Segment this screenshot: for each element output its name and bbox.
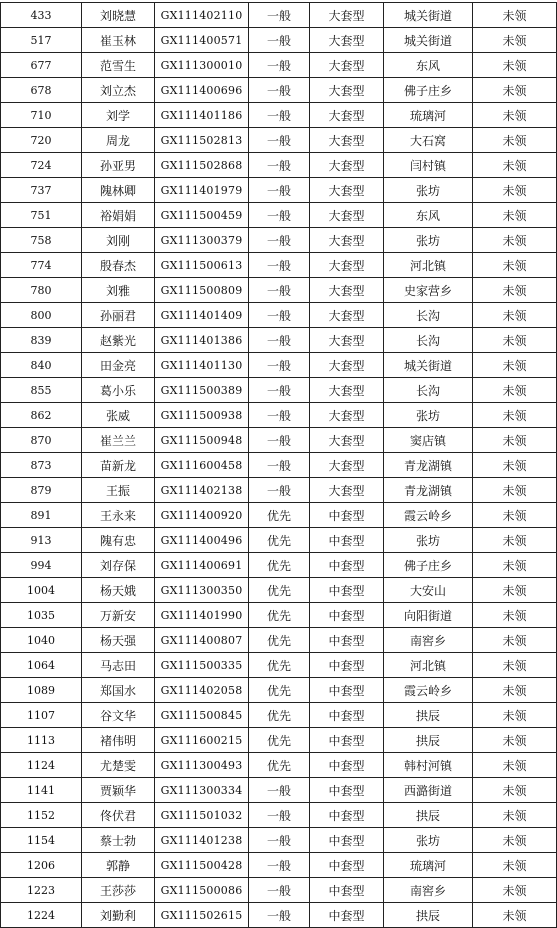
table-row	[1, 328, 557, 353]
status-cell: 未领	[473, 103, 557, 128]
serial-number-cell: 1089	[1, 678, 82, 703]
unit-type-cell: 大套型	[310, 78, 384, 103]
unit-type-cell: 中套型	[310, 878, 384, 903]
serial-number-cell: 1040	[1, 628, 82, 653]
table-row	[1, 728, 557, 753]
status-cell: 未领	[473, 703, 557, 728]
category-cell: 优先	[249, 728, 310, 753]
unit-type-cell: 大套型	[310, 478, 384, 503]
unit-type-cell: 大套型	[310, 53, 384, 78]
category-cell: 优先	[249, 703, 310, 728]
serial-number-cell: 1004	[1, 578, 82, 603]
name-cell: 隗有忠	[82, 528, 155, 553]
table-row	[1, 278, 557, 303]
table-row	[1, 28, 557, 53]
code-cell: GX111400920	[155, 503, 249, 528]
serial-number-cell: 737	[1, 178, 82, 203]
category-cell: 优先	[249, 628, 310, 653]
unit-type-cell: 中套型	[310, 578, 384, 603]
code-cell: GX111400571	[155, 28, 249, 53]
table-row	[1, 453, 557, 478]
unit-type-cell: 大套型	[310, 328, 384, 353]
code-cell: GX111402138	[155, 478, 249, 503]
region-cell: 张坊	[384, 178, 473, 203]
serial-number-cell: 1113	[1, 728, 82, 753]
name-cell: 田金亮	[82, 353, 155, 378]
unit-type-cell: 大套型	[310, 403, 384, 428]
unit-type-cell: 大套型	[310, 353, 384, 378]
status-cell: 未领	[473, 553, 557, 578]
name-cell: 郑国水	[82, 678, 155, 703]
serial-number-cell: 1035	[1, 603, 82, 628]
status-cell: 未领	[473, 878, 557, 903]
table-row	[1, 553, 557, 578]
code-cell: GX111300493	[155, 753, 249, 778]
unit-type-cell: 大套型	[310, 153, 384, 178]
status-cell: 未领	[473, 128, 557, 153]
name-cell: 刘刚	[82, 228, 155, 253]
status-cell: 未领	[473, 153, 557, 178]
status-cell: 未领	[473, 78, 557, 103]
category-cell: 一般	[249, 228, 310, 253]
status-cell: 未领	[473, 828, 557, 853]
status-cell: 未领	[473, 803, 557, 828]
code-cell: GX111600215	[155, 728, 249, 753]
code-cell: GX111502813	[155, 128, 249, 153]
table-row	[1, 153, 557, 178]
code-cell: GX111401130	[155, 353, 249, 378]
name-cell: 葛小乐	[82, 378, 155, 403]
unit-type-cell: 中套型	[310, 778, 384, 803]
serial-number-cell: 840	[1, 353, 82, 378]
serial-number-cell: 1107	[1, 703, 82, 728]
table-row	[1, 878, 557, 903]
name-cell: 张威	[82, 403, 155, 428]
serial-number-cell: 1224	[1, 903, 82, 928]
unit-type-cell: 大套型	[310, 278, 384, 303]
serial-number-cell: 1154	[1, 828, 82, 853]
status-cell: 未领	[473, 328, 557, 353]
unit-type-cell: 大套型	[310, 453, 384, 478]
unit-type-cell: 中套型	[310, 603, 384, 628]
unit-type-cell: 中套型	[310, 678, 384, 703]
name-cell: 刘学	[82, 103, 155, 128]
table-row	[1, 828, 557, 853]
table-row	[1, 103, 557, 128]
code-cell: GX111300379	[155, 228, 249, 253]
name-cell: 赵紫光	[82, 328, 155, 353]
region-cell: 史家营乡	[384, 278, 473, 303]
serial-number-cell: 433	[1, 3, 82, 28]
status-cell: 未领	[473, 728, 557, 753]
unit-type-cell: 中套型	[310, 903, 384, 928]
unit-type-cell: 中套型	[310, 728, 384, 753]
status-cell: 未领	[473, 203, 557, 228]
status-cell: 未领	[473, 28, 557, 53]
name-cell: 裕娟娟	[82, 203, 155, 228]
table-row	[1, 178, 557, 203]
table-row	[1, 353, 557, 378]
code-cell: GX111500845	[155, 703, 249, 728]
region-cell: 韩村河镇	[384, 753, 473, 778]
unit-type-cell: 大套型	[310, 253, 384, 278]
name-cell: 周龙	[82, 128, 155, 153]
region-cell: 东风	[384, 203, 473, 228]
table-row	[1, 3, 557, 28]
status-cell: 未领	[473, 853, 557, 878]
serial-number-cell: 517	[1, 28, 82, 53]
code-cell: GX111400496	[155, 528, 249, 553]
name-cell: 尤楚雯	[82, 753, 155, 778]
category-cell: 一般	[249, 53, 310, 78]
status-cell: 未领	[473, 178, 557, 203]
category-cell: 一般	[249, 853, 310, 878]
code-cell: GX111501032	[155, 803, 249, 828]
region-cell: 向阳街道	[384, 603, 473, 628]
name-cell: 贾颖华	[82, 778, 155, 803]
name-cell: 范雪生	[82, 53, 155, 78]
status-cell: 未领	[473, 278, 557, 303]
serial-number-cell: 724	[1, 153, 82, 178]
serial-number-cell: 751	[1, 203, 82, 228]
unit-type-cell: 中套型	[310, 853, 384, 878]
name-cell: 万新安	[82, 603, 155, 628]
code-cell: GX111401238	[155, 828, 249, 853]
category-cell: 一般	[249, 378, 310, 403]
name-cell: 王振	[82, 478, 155, 503]
table-row	[1, 903, 557, 928]
category-cell: 一般	[249, 3, 310, 28]
table-row	[1, 378, 557, 403]
name-cell: 隗林卿	[82, 178, 155, 203]
name-cell: 刘雅	[82, 278, 155, 303]
region-cell: 城关街道	[384, 3, 473, 28]
serial-number-cell: 1206	[1, 853, 82, 878]
unit-type-cell: 中套型	[310, 503, 384, 528]
code-cell: GX111502868	[155, 153, 249, 178]
table-row	[1, 778, 557, 803]
code-cell: GX111401979	[155, 178, 249, 203]
unit-type-cell: 中套型	[310, 803, 384, 828]
region-cell: 长沟	[384, 378, 473, 403]
serial-number-cell: 710	[1, 103, 82, 128]
region-cell: 东风	[384, 53, 473, 78]
region-cell: 窦店镇	[384, 428, 473, 453]
region-cell: 拱辰	[384, 728, 473, 753]
category-cell: 优先	[249, 653, 310, 678]
table-row	[1, 203, 557, 228]
status-cell: 未领	[473, 3, 557, 28]
category-cell: 一般	[249, 778, 310, 803]
unit-type-cell: 中套型	[310, 553, 384, 578]
status-cell: 未领	[473, 578, 557, 603]
table-row	[1, 128, 557, 153]
code-cell: GX111500948	[155, 428, 249, 453]
code-cell: GX111500335	[155, 653, 249, 678]
table-row	[1, 703, 557, 728]
table-row	[1, 578, 557, 603]
unit-type-cell: 大套型	[310, 178, 384, 203]
serial-number-cell: 862	[1, 403, 82, 428]
status-cell: 未领	[473, 303, 557, 328]
code-cell: GX111600458	[155, 453, 249, 478]
serial-number-cell: 758	[1, 228, 82, 253]
category-cell: 一般	[249, 828, 310, 853]
applicant-table	[0, 2, 557, 928]
unit-type-cell: 大套型	[310, 303, 384, 328]
unit-type-cell: 大套型	[310, 103, 384, 128]
table-row	[1, 403, 557, 428]
name-cell: 刘立杰	[82, 78, 155, 103]
status-cell: 未领	[473, 628, 557, 653]
category-cell: 优先	[249, 553, 310, 578]
region-cell: 河北镇	[384, 653, 473, 678]
name-cell: 苗新龙	[82, 453, 155, 478]
table-body	[1, 3, 557, 928]
name-cell: 杨天娥	[82, 578, 155, 603]
category-cell: 一般	[249, 153, 310, 178]
status-cell: 未领	[473, 903, 557, 928]
category-cell: 优先	[249, 578, 310, 603]
region-cell: 青龙湖镇	[384, 478, 473, 503]
serial-number-cell: 879	[1, 478, 82, 503]
unit-type-cell: 中套型	[310, 828, 384, 853]
table-row	[1, 603, 557, 628]
code-cell: GX111500613	[155, 253, 249, 278]
name-cell: 马志田	[82, 653, 155, 678]
code-cell: GX111401990	[155, 603, 249, 628]
unit-type-cell: 大套型	[310, 3, 384, 28]
code-cell: GX111500459	[155, 203, 249, 228]
serial-number-cell: 1124	[1, 753, 82, 778]
region-cell: 长沟	[384, 328, 473, 353]
serial-number-cell: 994	[1, 553, 82, 578]
region-cell: 拱辰	[384, 903, 473, 928]
status-cell: 未领	[473, 753, 557, 778]
category-cell: 一般	[249, 428, 310, 453]
region-cell: 拱辰	[384, 703, 473, 728]
status-cell: 未领	[473, 478, 557, 503]
category-cell: 一般	[249, 278, 310, 303]
serial-number-cell: 913	[1, 528, 82, 553]
region-cell: 城关街道	[384, 353, 473, 378]
serial-number-cell: 855	[1, 378, 82, 403]
category-cell: 一般	[249, 203, 310, 228]
name-cell: 郭静	[82, 853, 155, 878]
name-cell: 杨天强	[82, 628, 155, 653]
region-cell: 琉璃河	[384, 103, 473, 128]
unit-type-cell: 大套型	[310, 428, 384, 453]
category-cell: 一般	[249, 878, 310, 903]
name-cell: 崔玉林	[82, 28, 155, 53]
region-cell: 长沟	[384, 303, 473, 328]
status-cell: 未领	[473, 403, 557, 428]
region-cell: 张坊	[384, 228, 473, 253]
category-cell: 优先	[249, 753, 310, 778]
code-cell: GX111300010	[155, 53, 249, 78]
code-cell: GX111400691	[155, 553, 249, 578]
code-cell: GX111502615	[155, 903, 249, 928]
category-cell: 优先	[249, 503, 310, 528]
serial-number-cell: 780	[1, 278, 82, 303]
unit-type-cell: 中套型	[310, 628, 384, 653]
category-cell: 一般	[249, 303, 310, 328]
region-cell: 佛子庄乡	[384, 78, 473, 103]
category-cell: 一般	[249, 28, 310, 53]
name-cell: 刘勤利	[82, 903, 155, 928]
name-cell: 殷春杰	[82, 253, 155, 278]
name-cell: 王永来	[82, 503, 155, 528]
table-row	[1, 803, 557, 828]
region-cell: 南窖乡	[384, 628, 473, 653]
name-cell: 孙丽君	[82, 303, 155, 328]
code-cell: GX111401386	[155, 328, 249, 353]
serial-number-cell: 1152	[1, 803, 82, 828]
serial-number-cell: 839	[1, 328, 82, 353]
name-cell: 褚伟明	[82, 728, 155, 753]
serial-number-cell: 1223	[1, 878, 82, 903]
category-cell: 优先	[249, 528, 310, 553]
table-row	[1, 478, 557, 503]
name-cell: 蔡士勃	[82, 828, 155, 853]
table-row	[1, 78, 557, 103]
serial-number-cell: 873	[1, 453, 82, 478]
category-cell: 一般	[249, 253, 310, 278]
code-cell: GX111401409	[155, 303, 249, 328]
code-cell: GX111300350	[155, 578, 249, 603]
table-row	[1, 253, 557, 278]
region-cell: 西潞街道	[384, 778, 473, 803]
unit-type-cell: 中套型	[310, 653, 384, 678]
serial-number-cell: 678	[1, 78, 82, 103]
status-cell: 未领	[473, 603, 557, 628]
serial-number-cell: 720	[1, 128, 82, 153]
status-cell: 未领	[473, 53, 557, 78]
category-cell: 一般	[249, 353, 310, 378]
region-cell: 张坊	[384, 528, 473, 553]
name-cell: 王莎莎	[82, 878, 155, 903]
serial-number-cell: 1141	[1, 778, 82, 803]
code-cell: GX111500389	[155, 378, 249, 403]
region-cell: 张坊	[384, 828, 473, 853]
code-cell: GX111500809	[155, 278, 249, 303]
table-row	[1, 53, 557, 78]
table-row	[1, 303, 557, 328]
status-cell: 未领	[473, 653, 557, 678]
status-cell: 未领	[473, 528, 557, 553]
region-cell: 霞云岭乡	[384, 678, 473, 703]
region-cell: 大石窝	[384, 128, 473, 153]
unit-type-cell: 大套型	[310, 128, 384, 153]
region-cell: 河北镇	[384, 253, 473, 278]
unit-type-cell: 中套型	[310, 528, 384, 553]
code-cell: GX111401186	[155, 103, 249, 128]
unit-type-cell: 大套型	[310, 228, 384, 253]
category-cell: 一般	[249, 103, 310, 128]
table-row	[1, 653, 557, 678]
unit-type-cell: 大套型	[310, 28, 384, 53]
table-row	[1, 503, 557, 528]
region-cell: 琉璃河	[384, 853, 473, 878]
region-cell: 南窖乡	[384, 878, 473, 903]
status-cell: 未领	[473, 778, 557, 803]
table-row	[1, 853, 557, 878]
category-cell: 一般	[249, 903, 310, 928]
code-cell: GX111500086	[155, 878, 249, 903]
status-cell: 未领	[473, 453, 557, 478]
category-cell: 优先	[249, 678, 310, 703]
table-row	[1, 528, 557, 553]
status-cell: 未领	[473, 378, 557, 403]
status-cell: 未领	[473, 503, 557, 528]
category-cell: 一般	[249, 478, 310, 503]
region-cell: 拱辰	[384, 803, 473, 828]
serial-number-cell: 891	[1, 503, 82, 528]
unit-type-cell: 大套型	[310, 203, 384, 228]
category-cell: 一般	[249, 403, 310, 428]
table-row	[1, 428, 557, 453]
serial-number-cell: 677	[1, 53, 82, 78]
region-cell: 闫村镇	[384, 153, 473, 178]
region-cell: 城关街道	[384, 28, 473, 53]
region-cell: 青龙湖镇	[384, 453, 473, 478]
region-cell: 大安山	[384, 578, 473, 603]
name-cell: 孙亚男	[82, 153, 155, 178]
name-cell: 谷文华	[82, 703, 155, 728]
table-row	[1, 678, 557, 703]
serial-number-cell: 870	[1, 428, 82, 453]
serial-number-cell: 1064	[1, 653, 82, 678]
code-cell: GX111400696	[155, 78, 249, 103]
region-cell: 霞云岭乡	[384, 503, 473, 528]
unit-type-cell: 中套型	[310, 753, 384, 778]
status-cell: 未领	[473, 678, 557, 703]
table-row	[1, 753, 557, 778]
code-cell: GX111402058	[155, 678, 249, 703]
category-cell: 一般	[249, 453, 310, 478]
status-cell: 未领	[473, 228, 557, 253]
code-cell: GX111500428	[155, 853, 249, 878]
status-cell: 未领	[473, 353, 557, 378]
category-cell: 优先	[249, 603, 310, 628]
category-cell: 一般	[249, 128, 310, 153]
name-cell: 刘晓慧	[82, 3, 155, 28]
table-row	[1, 228, 557, 253]
table-row	[1, 628, 557, 653]
status-cell: 未领	[473, 253, 557, 278]
name-cell: 佟伏君	[82, 803, 155, 828]
category-cell: 一般	[249, 178, 310, 203]
code-cell: GX111300334	[155, 778, 249, 803]
unit-type-cell: 大套型	[310, 378, 384, 403]
code-cell: GX111402110	[155, 3, 249, 28]
name-cell: 刘存保	[82, 553, 155, 578]
category-cell: 一般	[249, 328, 310, 353]
code-cell: GX111500938	[155, 403, 249, 428]
unit-type-cell: 中套型	[310, 703, 384, 728]
category-cell: 一般	[249, 78, 310, 103]
region-cell: 佛子庄乡	[384, 553, 473, 578]
name-cell: 崔兰兰	[82, 428, 155, 453]
region-cell: 张坊	[384, 403, 473, 428]
code-cell: GX111400807	[155, 628, 249, 653]
serial-number-cell: 800	[1, 303, 82, 328]
category-cell: 一般	[249, 803, 310, 828]
serial-number-cell: 774	[1, 253, 82, 278]
status-cell: 未领	[473, 428, 557, 453]
